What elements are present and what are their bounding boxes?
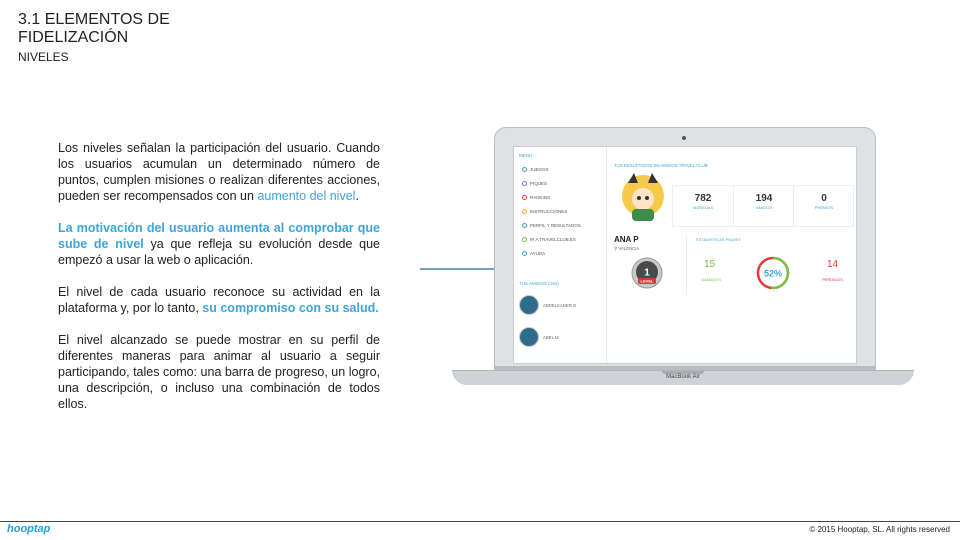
paragraph-4: El nivel alcanzado se puede mostrar en su perfil de diferentes maneras para animar al usuario a seguir participando, tales como: una barra de progreso, un logro, una descripción, o incluso una combinación de todos ellos. (58, 333, 380, 411)
stats-panel (672, 185, 854, 227)
city-label: VALENCIA (618, 246, 640, 251)
friend-name: ABEL M (543, 334, 559, 340)
laptop-base (452, 370, 914, 385)
stat-label: AMIGOS (755, 205, 772, 210)
bullet-icon (522, 209, 527, 214)
menu-item-instrucciones[interactable] (522, 209, 567, 214)
p3-highlight: su compromiso con su salud. (202, 301, 379, 315)
friend-item[interactable] (519, 325, 601, 349)
p2-highlight: La motivación del usuario aumenta al comprobar que sube de nivel (58, 221, 380, 251)
divider (686, 235, 687, 295)
lost-value: 14 (827, 259, 839, 270)
menu-item-label: PIQUES (530, 181, 548, 186)
friend-name: ABDELKADER D (543, 302, 577, 308)
win-ratio-ring (755, 255, 791, 291)
p2-text: ya que refleja su evolución desde que empezó a usar la web o aplicación. (58, 237, 381, 267)
stat-value: 194 (755, 193, 773, 204)
win-percentage: 52% (763, 268, 783, 279)
bullet-icon (522, 237, 527, 242)
menu-item-ayuda[interactable] (522, 251, 545, 256)
p1-end: . (355, 189, 359, 203)
menu-item-label: JUEGOS (530, 167, 549, 172)
copyright: © 2015 Hooptap, SL. All rights reserved (809, 525, 950, 534)
menu-item-label: INSTRUCCIONES (530, 209, 568, 214)
menu-item-label: IR A TRAVELCLUB.ES (530, 237, 576, 242)
slide-title: 3.1 ELEMENTOS DE FIDELIZACIÓN (18, 11, 170, 46)
menu-item-perfil[interactable] (522, 223, 581, 228)
friends-title: TUS AMIGOS (194) (519, 281, 559, 286)
bullet-icon (522, 181, 527, 186)
p1-highlight: aumento del nivel (257, 189, 356, 203)
laptop-lid (494, 127, 876, 372)
bullet-icon (522, 195, 527, 200)
hooptap-logo: hooptap (7, 523, 51, 535)
stat-value: 0 (821, 193, 827, 204)
menu-item-piques[interactable] (522, 181, 547, 186)
duel-stats-title: ESTADÍSTICAS PIQUES (696, 237, 741, 242)
level-badge (631, 257, 663, 289)
stat-value: 782 (694, 193, 712, 204)
device-label: MacBook Air (666, 374, 700, 380)
location-icon: ⚲ (614, 246, 618, 251)
p3-text: El nivel de cada usuario reconoce su actividad en la plataforma y, por lo tanto, (58, 285, 380, 315)
user-avatar (620, 169, 666, 223)
slide-subtitle: NIVELES (18, 50, 69, 64)
user-name: ANA P (614, 235, 639, 244)
laptop-screen (513, 146, 857, 364)
menu-item-ranking[interactable] (522, 195, 551, 200)
won-label: GANADOS (701, 277, 722, 282)
stat-label: MONEDAS (692, 205, 714, 210)
footer-divider (0, 521, 960, 522)
camera-icon (682, 136, 686, 140)
friend-item[interactable] (519, 293, 601, 317)
menu-item-juegos[interactable] (522, 167, 549, 172)
bullet-icon (522, 223, 527, 228)
won-value: 15 (704, 259, 716, 270)
side-menu (514, 147, 607, 363)
menu-title: MENÚ (519, 153, 533, 158)
stat-label: PREMIOS (814, 205, 834, 210)
menu-item-label: PERFIL Y RESULTADOS (530, 223, 581, 228)
bullet-icon (522, 251, 527, 256)
stat-prizes (793, 186, 854, 226)
level-label: LEVEL (640, 278, 654, 284)
menu-item-label: RANKING (530, 195, 551, 200)
lost-label: PERDIDOS (822, 277, 843, 282)
menu-item-travelclub[interactable] (522, 237, 576, 242)
stat-coins (673, 186, 733, 226)
avatar (519, 295, 539, 315)
menu-item-label: AYUDA (530, 251, 546, 256)
avatar (519, 327, 539, 347)
level-number: 1 (644, 267, 650, 279)
user-city (614, 246, 639, 252)
stat-friends (733, 186, 794, 226)
p1-text: Los niveles señalan la participación del usuario. Cuando los usuarios acumulan un determinado número de puntos, cumplen misiones o realizan diferentes acciones, pueden ser recompensados con un (58, 141, 380, 203)
results-header-link[interactable]: TUS RESULTADOS EN AMIGOS TRAVEL CLUB (614, 163, 708, 168)
bullet-icon (522, 167, 527, 172)
